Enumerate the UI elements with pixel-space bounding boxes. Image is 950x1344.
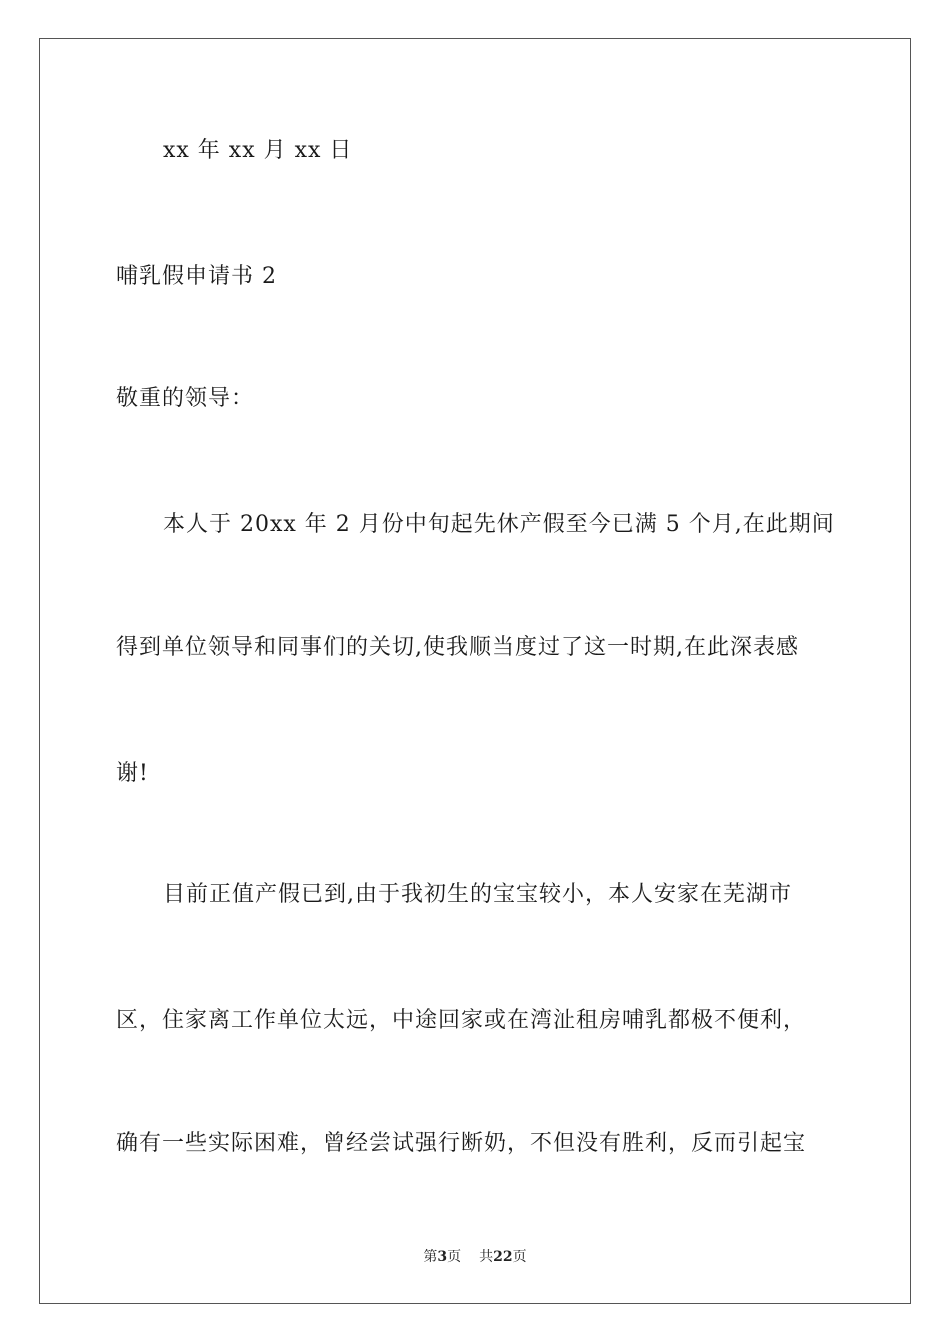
footer-prefix: 第	[423, 1249, 438, 1265]
body-line-6: 确有一些实际困难，曾经尝试强行断奶，不但没有胜利，反而引起宝	[116, 1131, 807, 1156]
footer-page-suffix: 页	[447, 1249, 462, 1265]
body-line-1: 本人于 20xx 年 2 月份中旬起先休产假至今已满 5 个月,在此期间	[163, 512, 835, 537]
section-title: 哺乳假申请书 2	[116, 264, 277, 289]
footer-total-prefix: 共	[479, 1249, 494, 1265]
body-line-2: 得到单位领导和同事们的关切,使我顺当度过了这一时期,在此深表感	[116, 635, 799, 660]
date-line: xx 年 xx 月 xx 日	[163, 138, 353, 163]
salutation: 敬重的领导：	[116, 386, 255, 411]
total-pages-number: 22	[493, 1249, 513, 1265]
body-line-5: 区，住家离工作单位太远，中途回家或在湾沚租房哺乳都极不便利，	[116, 1008, 807, 1033]
footer-total-suffix: 页	[512, 1249, 527, 1265]
page-footer	[0, 1247, 950, 1267]
current-page-number: 3	[437, 1249, 448, 1265]
body-line-4: 目前正值产假已到,由于我初生的宝宝较小，本人安家在芜湖市	[163, 882, 792, 907]
body-line-3: 谢!	[116, 761, 149, 786]
page-border	[39, 38, 911, 1304]
